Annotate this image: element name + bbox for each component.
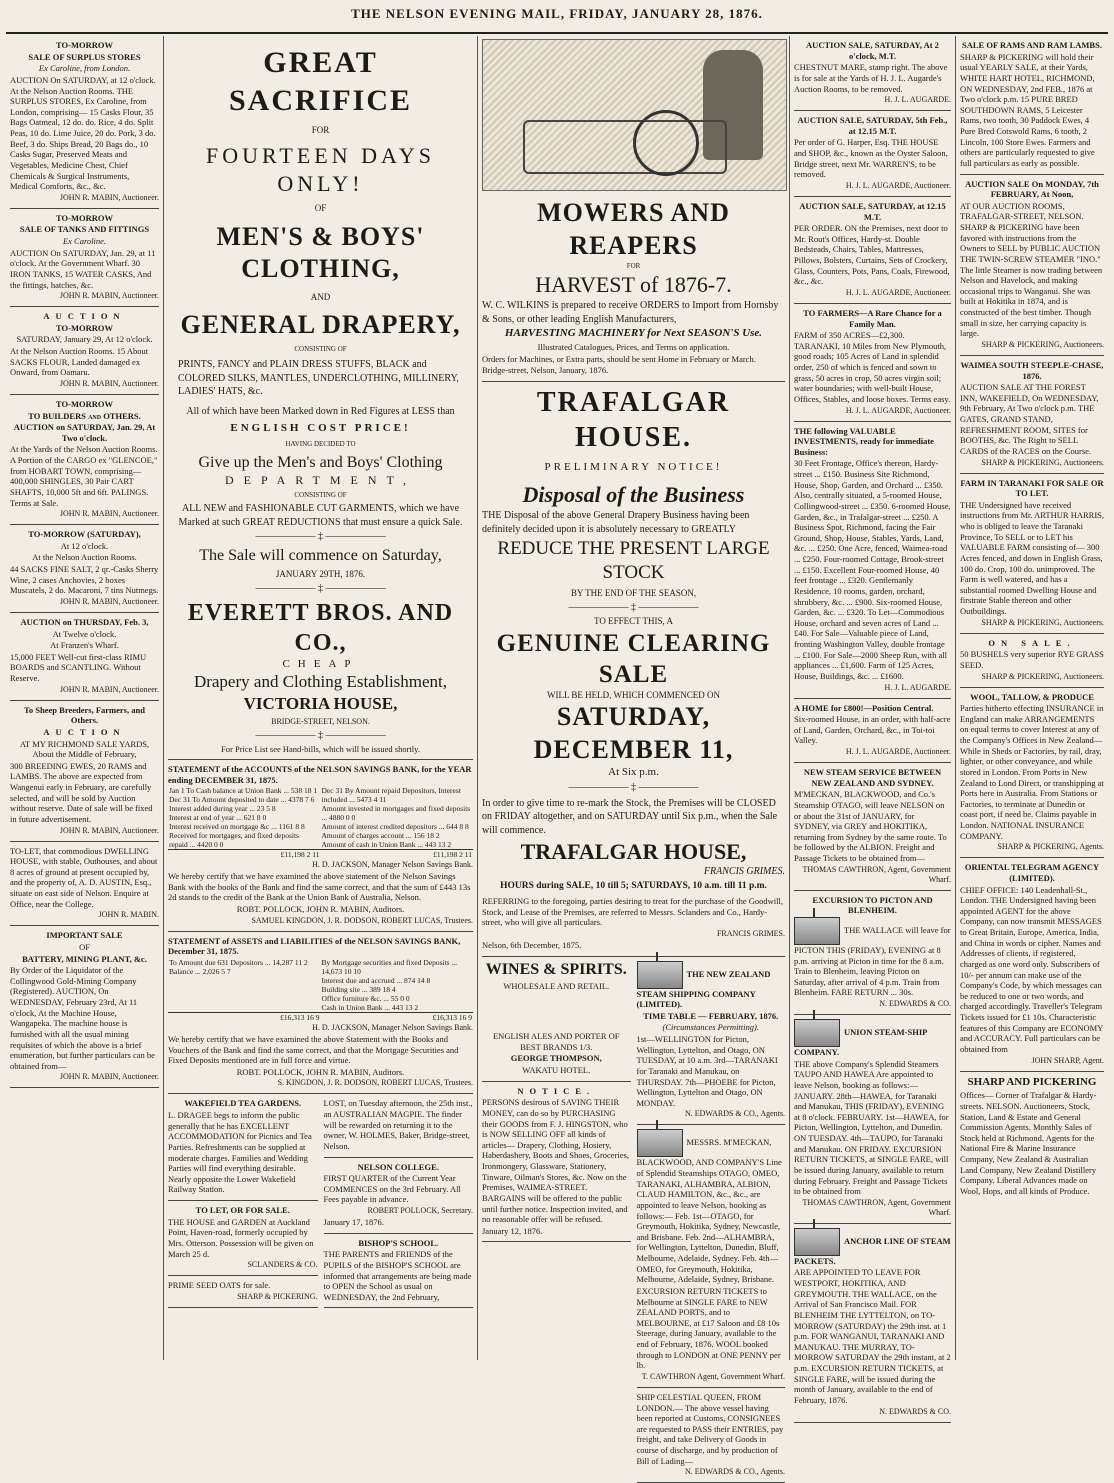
sale-hours: HOURS during SALE, 10 till 5; SATURDAYS, 10 a.m. till 11 p.m. bbox=[482, 881, 785, 893]
firm-establishment: Drapery and Clothing Establishment, bbox=[168, 671, 473, 692]
ad-signature: SCLANDERS & CO. bbox=[168, 1260, 318, 1270]
top-rule bbox=[6, 32, 1108, 34]
wines-title: WINES & SPIRITS. bbox=[482, 960, 631, 980]
column-3 bbox=[478, 36, 790, 1360]
ad-mining-plant bbox=[10, 926, 159, 1088]
sale-commence: The Sale will commence on Saturday, bbox=[168, 546, 473, 566]
ad-signature: T. CAWTHRON Agent, Government Wharf. bbox=[637, 1372, 786, 1382]
account-row: Balance ... 2,026 5 7 bbox=[169, 967, 320, 976]
ad-body: THE WALLACE will leave for PICTON THIS (FRIDAY), EVENING at 8 p.m. arriving at Picton in time for the 8 a.m. Train to Blenheim, leaving Picton on Saturday, after arrival of 4 p.m. Train from Blenheim. FARE RETURN ... 30s. bbox=[794, 925, 951, 998]
sale-fourteen-days: FOURTEEN DAYS ONLY! bbox=[168, 142, 473, 197]
address-line: Bridge-street, Nelson, January, 1876. bbox=[482, 365, 785, 376]
ad-excursion-picton bbox=[794, 891, 951, 1015]
sale-department: DEPARTMENT, bbox=[168, 473, 473, 488]
ad-body: CHIEF OFFICE: 140 Leadenhall-St., London. THE Undersigned having been appointed AGENT for the above Company, can now transmit MESSAGES to Great Britain, Europe, America, India, and China in words or cipher. Names and Addresses of clients, if registered, charged as one word only. Subscribers of 10/- per annum can make use of the Company's Code, by which messages can be reduced to one or two words, and charged accordingly. Traveller's Telegram Tickets issued for £1 10s. Characteristic features of this Company are ECONOMY and ACCURACY. Full particulars can be obtained from bbox=[960, 885, 1104, 1055]
sale-having: HAVING DECIDED TO bbox=[168, 440, 473, 449]
account-row: To Amount due 631 Depositors ... 14,287 11 2 bbox=[169, 958, 320, 967]
ad-signature: N. EDWARDS & CO. bbox=[794, 1407, 951, 1417]
ad-chestnut-mare bbox=[794, 36, 951, 111]
auditors: ROBT. POLLOCK, JOHN R. MABIN, Auditors. bbox=[168, 904, 473, 915]
ad-bishops-school bbox=[324, 1234, 474, 1309]
divider: —————— ‡ —————— bbox=[482, 602, 785, 615]
ad-body: THE Disposal of the above General Drapery Business having been definitely decided upon it is absolutely necessary to GREATLY bbox=[482, 509, 785, 536]
masthead-title: THE NELSON EVENING MAIL, FRIDAY, JANUARY 28, 1876. bbox=[351, 6, 763, 21]
ad-title: BISHOP'S SCHOOL. bbox=[324, 1238, 474, 1249]
ad-heading: IMPORTANT SALE bbox=[10, 930, 159, 941]
ad-signature: JOHN R. MABIN, Auctioneer. bbox=[10, 826, 159, 836]
ad-investments bbox=[794, 422, 951, 699]
ad-date: January 12, 1876. bbox=[482, 1226, 631, 1237]
ad-body: THE PARENTS and FRIENDS of the PUPILS of the BISHOP'S SCHOOL are informed that arrangements are being made to OPEN the School as usual on WEDNESDAY, the 2nd February, bbox=[324, 1249, 474, 1302]
sale-items: PRINTS, FANCY and PLAIN DRESS STUFFS, BLACK and COLORED SILKS, MANTLES, UNDERCLOTHING, MILLINERY, LADIES' HATS, &c. bbox=[168, 358, 473, 399]
ad-title: SALE OF SURPLUS STORES bbox=[10, 52, 159, 63]
ad-heading: TO-MORROW bbox=[10, 40, 159, 51]
ad-title: FARM IN TARANAKI FOR SALE OR TO LET. bbox=[960, 478, 1104, 499]
reaper-engraving bbox=[482, 39, 787, 191]
ad-title: THE NEW ZEALAND STEAM SHIPPING COMPANY (LIMITED). bbox=[637, 968, 771, 1009]
ad-title: NEW STEAM SERVICE BETWEEN NEW ZEALAND AND SYDNEY. bbox=[794, 767, 951, 788]
sale-date: JANUARY 29TH, 1876. bbox=[168, 569, 473, 580]
disposal-line: Disposal of the Business bbox=[482, 481, 785, 509]
ad-steam-service-sydney bbox=[794, 763, 951, 891]
ad-title: WOOL, TALLOW, & PRODUCE bbox=[960, 692, 1104, 703]
ad-body: 44 SACKS FINE SALT, 2 qr.-Casks Sherry Wine, 2 cases Anchovies, 2 boxes Muscatels, 2 do. Macaroni, 7 tins Nutmegs. bbox=[10, 564, 159, 596]
ad-wakefield-tea bbox=[168, 1094, 318, 1201]
ad-steamer-ino bbox=[960, 175, 1104, 356]
ad-body: TO-LET, that commodious DWELLING HOUSE, with stable, Outhouses, and about 8 acres of ground at present occupied by, and the property of, A. D. AUSTIN, Esq., situate on east side of Nelson. Enquire at Office, near the College. bbox=[10, 846, 159, 910]
sale-cost-price: ENGLISH COST PRICE! bbox=[168, 422, 473, 436]
ad-mmeckan-line bbox=[637, 1125, 786, 1388]
masthead bbox=[0, 6, 1114, 32]
steamship-icon bbox=[794, 1019, 840, 1047]
ad-signature: THOMAS CAWTHRON, Agent, Government Wharf. bbox=[794, 1198, 951, 1218]
ad-signature: JOHN R. MABIN. bbox=[10, 910, 159, 920]
ad-body: Per order of G. Harper, Esq. THE HOUSE and SHOP, &c., known as the Oyster Saloon, Bridge street, next Mr. WARREN'S, to be removed. bbox=[794, 137, 951, 180]
ad-body: FARM of 350 ACRES—£2,300. TARANAKI, 10 Miles from New Plymouth, good roads; 105 Acres of Land in splendid order, 250 of which is fenced and sown to grass, 50 acres in crop, 50 acres virgin soil; water boundaries; with well-built House, Offices, Stables, and loose boxes. Terms easy. bbox=[794, 330, 951, 404]
account-row: Interest received on mortgage &c ... 1161 8 8 bbox=[169, 822, 320, 831]
ad-body: PRIME SEED OATS for sale. bbox=[168, 1280, 318, 1291]
ad-signature: H. J. L. AUGARDE, Auctioneer. bbox=[794, 406, 951, 416]
account-row: Dec 31 To Amount deposited to date ... 4378 7 6 bbox=[169, 795, 320, 804]
sale-marked: All of which have been Marked down in Red Figures at LESS than bbox=[168, 405, 473, 419]
divider: —————— ‡ —————— bbox=[168, 583, 473, 596]
sale-consisting: CONSISTING OF bbox=[168, 345, 473, 354]
ad-signature: N. EDWARDS & CO., Agents. bbox=[637, 1109, 786, 1119]
ad-title: TO BUILDERS and OTHERS. bbox=[10, 411, 159, 422]
ad-body: 300 BREEDING EWES, 20 RAMS and LAMBS. The above are expected from Wangenui early in February, are carefully selected, and will be sold by Auction without reserve. Date of sale will be fixed in future advertisement. bbox=[10, 761, 159, 825]
manager: H. D. JACKSON, Manager Nelson Savings Bank. bbox=[168, 860, 473, 870]
firm-house: VICTORIA HOUSE, bbox=[168, 693, 473, 714]
total-dr: £11,198 2 11 bbox=[168, 850, 321, 860]
ad-signature: N. EDWARDS & CO., Agents. bbox=[637, 1467, 786, 1477]
ad-title: SHARP AND PICKERING bbox=[960, 1076, 1104, 1090]
account-row: Amount of charges account ... 156 18 2 bbox=[322, 831, 473, 840]
ad-body: AUCTION SALE AT THE FOREST INN, WAKEFIELD, On WEDNESDAY, 9th February, At Two o'clock p.m. THE GATES, GRAND STAND, REFRESHMENT ROOM, SITES for BOOTHS, &c. The Right to SELL CARDS of the RACES on the Course. bbox=[960, 382, 1104, 456]
ad-body: Six-roomed House, in an order, with half-acre of Land, Garden, Orchard, &c., in Toi-toi Valley. bbox=[794, 714, 951, 746]
effect-line: TO EFFECT THIS, A bbox=[482, 616, 785, 627]
column-5 bbox=[956, 36, 1108, 1360]
ad-title: OF bbox=[10, 942, 159, 953]
account-row: Interest added during year ... 23 5 8 bbox=[169, 804, 320, 813]
ad-wool-insurance bbox=[960, 688, 1104, 859]
ad-title: TO LET, OR FOR SALE. bbox=[168, 1205, 318, 1216]
ad-title: UNION STEAM-SHIP COMPANY. bbox=[794, 1027, 927, 1057]
auditors: ROBT. POLLOCK, JOHN R. MABIN, Auditors. bbox=[168, 1067, 473, 1078]
ad-title: AUCTION bbox=[10, 727, 159, 738]
column-1 bbox=[6, 36, 164, 1360]
ad-great-sacrifice bbox=[168, 36, 473, 760]
ad-flour bbox=[10, 307, 159, 395]
ad-signature: SHARP & PICKERING, Auctioneers. bbox=[960, 618, 1104, 628]
ad-subtitle: SATURDAY, January 29, At 12 o'clock. bbox=[10, 334, 159, 345]
machinery-line: HARVESTING MACHINERY for Next SEASON'S Use. bbox=[482, 327, 785, 341]
ad-signature: SHARP & PICKERING. bbox=[168, 1292, 318, 1302]
sale-general-drapery: GENERAL DRAPERY, bbox=[168, 309, 473, 342]
ad-body: AT OUR AUCTION ROOMS, TRAFALGAR-STREET, NELSON. SHARP & PICKERING have been favored with instructions from the Owners to SELL by PUBLIC AUCTION THE TWIN-SCREW STEAMER "INO." The little Steamer is now trading between Nelson and Havelock, and making occasional trips to Wanganui. She was built at Hokitika in 1874, and is constructed of the best timber. Though small in size, her carrying capacity is large. bbox=[960, 201, 1104, 339]
ad-title: SALE OF RAMS AND RAM LAMBS. bbox=[960, 40, 1104, 51]
ad-heading: AUCTION bbox=[10, 311, 159, 322]
account-row: Amount of interest credited depositors ... 644 8 8 bbox=[322, 822, 473, 831]
ad-body: 1st—WELLINGTON for Picton, Wellington, Lyttelton, and Otago, ON TUESDAY, at 10 a.m. 3rd—TARANAKI for Taranaki and Manukau, on THURSDAY. 7th—PHOEBE for Picton, Wellington, Lyttelton and Otago, ON MONDAY. bbox=[637, 1034, 786, 1108]
ad-subtitle: Ex Caroline, from London. bbox=[10, 63, 159, 74]
sale-of: OF bbox=[168, 203, 473, 214]
ad-signature: H. J. L. AUGARDE. bbox=[794, 683, 951, 693]
ad-rams-sale bbox=[960, 36, 1104, 175]
ad-heading: To Sheep Breeders, Farmers, and Others. bbox=[10, 705, 159, 726]
bottom-row bbox=[168, 1094, 473, 1308]
referral: REFERRING to the foregoing, parties desiring to treat for the purchase of the Goodwill, Stock, and Lease of the Premises, are referred to Messrs. Sclanders and Co., Hardy-street, who will give all particulars. bbox=[482, 896, 785, 928]
ad-heading: TO-MORROW (SATURDAY), bbox=[10, 529, 159, 540]
ad-heading: AUCTION on THURSDAY, Feb. 3, bbox=[10, 617, 159, 628]
sale-mens-boys: MEN'S & BOYS' CLOTHING, bbox=[168, 221, 473, 286]
ad-signature: THOMAS CAWTHRON, Agent, Government Wharf. bbox=[794, 865, 951, 885]
catalogue-line: Illustrated Catalogues, Prices, and Terms on application. bbox=[482, 342, 785, 353]
ad-body: THE above Company's Splendid Steamers TAUPO AND HAWEA Are appointed to leave Nelson, booking as follows:— JANUARY. 28th—HAWEA, for Taranaki and Manukau, THIS (FRIDAY), EVENING at 8 o'clock. FEBRUARY. 1st—HAWEA, for Picton, Wellington, Lyttelton, and Dunedin. ON TUESDAY. 4th—TAUPO, for Taranaki and Manukau. ON FRIDAY. EXCURSION RETURN TICKETS, at SINGLE FARE, will be issued during January, available to return during February. Freight and Passage Tickets to be obtained from bbox=[794, 1059, 951, 1197]
ad-title: EXCURSION TO PICTON AND BLENHEIM. bbox=[794, 895, 951, 916]
total-cr: £16,313 16 9 bbox=[321, 1012, 474, 1022]
col3-bottom-right bbox=[637, 957, 786, 1483]
ad-sharp-pickering bbox=[960, 1072, 1104, 1202]
ad-celestial-queen bbox=[637, 1388, 786, 1483]
ad-signature: SHARP & PICKERING, Auctioneers. bbox=[960, 340, 1104, 350]
ad-body: 15,000 FEET Well-cut first-class RIMU BOARDS and SCANTLING. Without Reserve. bbox=[10, 652, 159, 684]
will-be-held: WILL BE HELD, WHICH COMMENCED ON bbox=[482, 690, 785, 701]
ad-title: ON SALE. bbox=[960, 638, 1104, 649]
ad-body: SHIP CELESTIAL QUEEN, FROM LONDON.— The above vessel having been reported at Customs, CONSIGNEES are requested to PASS their ENTRIES, pay freight, and take Delivery of Goods in course of discharge, and by production of Bill of Lading— bbox=[637, 1392, 786, 1466]
mowers-title: MOWERS AND REAPERS bbox=[482, 197, 785, 262]
ad-signature: H. J. L. AUGARDE, Auctioneer. bbox=[794, 747, 951, 757]
ad-heading: TO-MORROW bbox=[10, 399, 159, 410]
ad-surplus-stores bbox=[10, 36, 159, 209]
ad-title: AUCTION SALE, SATURDAY, at 12.15 M.T. bbox=[794, 201, 951, 222]
ad-subtitle: BATTERY, MINING PLANT, &c. bbox=[10, 954, 159, 965]
ad-title: A HOME for £800!—Position Central. bbox=[794, 703, 951, 714]
account-row: Received for mortgages, and fixed deposits repaid ... 4420 0 0 bbox=[169, 831, 320, 849]
ad-title: SALE OF TANKS AND FITTINGS bbox=[10, 224, 159, 235]
ad-title: TO-MORROW bbox=[10, 323, 159, 334]
column-2 bbox=[164, 36, 478, 1360]
account-row: By Mortgage securities and fixed Deposits ... 14,673 10 10 bbox=[322, 958, 473, 976]
ad-farm-taranaki-let bbox=[960, 474, 1104, 634]
account-row: Amount of cash in Union Bank ... 443 13 2 bbox=[322, 840, 473, 849]
ad-builders bbox=[10, 395, 159, 525]
ad-body: THE Undersigned have received instructions from Mr. ARTHUR HARRIS, who is obliged to leave the Taranaki Province, To SELL or to LET his VALUABLE FARM consisting of— 300 Acres fenced, and down in English Grass, 100 do. Crop, 100 do. unimproved. The Farm is well watered, and has a substantial roomed Dwelling House and firstrate Stable thereon and other Outbuildings. bbox=[960, 500, 1104, 617]
price-list: For Price List see Hand-bills, which will be issued shortly. bbox=[168, 744, 473, 755]
ad-body: M'MECKAN, BLACKWOOD, and Co.'s Steamship OTAGO, will leave NELSON on or about the 31st of JANUARY, for SYDNEY, via GREY and HOKITIKA, returning from Sydney by the same route. To be followed by the ALBION. Freight and Passage Tickets to be obtained from— bbox=[794, 789, 951, 863]
ad-title: AUCTION SALE, SATURDAY, 5th Feb., at 12.15 M.T. bbox=[794, 115, 951, 136]
ad-trafalgar-house bbox=[482, 382, 785, 957]
ad-body: L. DRAGEE begs to inform the public generally that he has EXCELLENT ACCOMMODATION for Picnics and Tea Parties. Refreshments can be supplied at moderate charges. Families and Wedding Parties will find everything desirable. Nearly opposite the Lower Wakefield Railway Station. bbox=[168, 1110, 318, 1195]
ad-anchor-line bbox=[794, 1224, 951, 1423]
account-row: Dec 31 By Amount repaid Depositors, Interest included ... 5473 4 11 bbox=[322, 786, 473, 804]
ad-title: AUCTION SALE, SATURDAY, At 2 o'clock, M.T. bbox=[794, 40, 951, 61]
certification: We hereby certify that we have examined the above Statement with the Books and Vouchers of the Bank and find the same correct, and that the Mortgage Securities and Fixed Deposits mentioned are in full force and virtue. bbox=[168, 1034, 473, 1066]
ad-body: MESSRS. M'MECKAN, BLACKWOOD, AND COMPANY'S Line of Splendid Steamships OTAGO, OMEO, TARANAKI, ALHAMBRA, ALBION, CLAUD HAMILTON, &c., &c., are appointed to leave Nelson, booking as follows:— Feb. 1st—OTAGO, for Greymouth, Hokitika, Sydney, Newcastle, and Brisbane. Feb. 2nd—ALHAMBRA, for Wellington, Lyttelton, Dunedin, Bluff, Melbourne, Adelaide, Sydney. Feb. 4th—OMEO, for Greymouth, Hokitika, Melbourne, Adelaide, Sydney, Brisbane. bbox=[637, 1137, 782, 1284]
ad-signature: H. J. L. AUGARDE, Auctioneer. bbox=[794, 181, 951, 191]
ad-excursion: EXCURSION RETURN TICKETS to Melbourne at SINGLE FARE to NEW ZEALAND PORTS, and to MELBOURNE, at £17 Saloon and £8 10s Steerage, during January, available to the end of February, 1876. WOOL booked through to LONDON at ONE PENNY per lb. bbox=[637, 1286, 786, 1371]
ad-signature: H. J. L. AUGARDE, Auctioneer. bbox=[794, 288, 951, 298]
sale-day: SATURDAY, DECEMBER 11, bbox=[482, 701, 785, 766]
ad-title: At 12 o'clock. bbox=[10, 541, 159, 552]
bottom-right bbox=[324, 1094, 474, 1308]
ad-savings-assets bbox=[168, 932, 473, 1095]
ad-tanks-fittings bbox=[10, 209, 159, 307]
orders-line: Orders for Machines, or Extra parts, should be sent Home in February or March. bbox=[482, 354, 785, 365]
clearing-sale: GENUINE CLEARING SALE bbox=[482, 628, 785, 691]
trafalgar-house-2: TRAFALGAR HOUSE, bbox=[482, 838, 785, 866]
account-row: Amount invested in mortgages and fixed deposits ... 4880 0 0 bbox=[322, 804, 473, 822]
ad-note: (Circumstances Permitting). bbox=[637, 1022, 786, 1033]
sale-consisting-2: CONSISTING OF bbox=[168, 491, 473, 500]
ad-seed-oats bbox=[168, 1276, 318, 1308]
ad-body: Parties hitherto effecting INSURANCE in England can make ARRANGEMENTS on equal terms to cover Interest at any of the Company's Offices in New Zealand— While in Sheds or Factories, by rail, dray, lighter, or other conveyance, and while stored in London. From Ports in New Zealand to Lond Direct, or transhipping at Ports here in Australia. From Stations or Factories, to terminate at Dunedin or coast port, if need be. Claims payable in London. NATIONAL INSURANCE COMPANY. bbox=[960, 703, 1104, 841]
ad-mowers-reapers bbox=[482, 36, 785, 382]
ad-body: Offices— Corner of Trafalgar & Hardy-streets. NELSON. Auctioneers, Stock, Station, Land & Estate and General Commission Agents. Monthly Sales of Stock held at Richmond. Agents for the National Fire & Marine Insurance Company, New Zealand & Australian Land Company, New Zealand Distillery Company. Liberal Advances made on Wool, Hops, and all kinds of Produce. bbox=[960, 1090, 1104, 1196]
closing-notice: In order to give time to re-mark the Stock, the Premises will be CLOSED on FRIDAY altogether, and on SATURDAY until Six p.m., when the Sale will commence. bbox=[482, 797, 785, 838]
ad-title: AUCTION SALE On MONDAY, 7th FEBRUARY, At Noon, bbox=[960, 179, 1104, 200]
sale-and: AND bbox=[168, 292, 473, 303]
ad-body: At the Yards of the Nelson Auction Rooms. A Portion of the CARGO ex "GLENCOE," from HOBART TOWN, comprising— 400,000 SHINGLES, 30 Pair CART SHAFTS, 10,000 5ft and 6ft. PALINGS. Terms at Sale. bbox=[10, 444, 159, 508]
ad-body: W. C. WILKINS is prepared to receive ORDERS to Import from Hornsby & Sons, or other leading English Manufacturers, bbox=[482, 299, 785, 326]
ad-steeplechase bbox=[960, 356, 1104, 474]
reduce-stock: REDUCE THE PRESENT LARGE STOCK bbox=[482, 537, 785, 585]
ad-nz-shipping bbox=[637, 957, 786, 1126]
steamship-icon bbox=[794, 1228, 840, 1256]
firm-cheap: CHEAP bbox=[168, 658, 473, 672]
account-row: Building site ... 389 18 4 bbox=[322, 985, 473, 994]
divider: —————— ‡ —————— bbox=[168, 730, 473, 743]
mowers-for: FOR bbox=[482, 262, 785, 271]
ad-farm-taranaki bbox=[794, 304, 951, 422]
ad-signature: ROBERT POLLOCK, Secretary. bbox=[324, 1206, 474, 1216]
ad-body: At the Nelson Auction Rooms. 15 About SACKS FLOUR, Landed damaged ex Onward, from Oamaru. bbox=[10, 346, 159, 378]
ad-signature: N. EDWARDS & CO. bbox=[794, 999, 951, 1009]
ad-breeding-ewes bbox=[10, 701, 159, 842]
account-row: Jan 1 To Cash balance at Union Bank ... 538 18 1 bbox=[169, 786, 320, 795]
ad-title: THE following VALUABLE INVESTMENTS, ready for immediate Business: bbox=[794, 426, 951, 458]
mowers-harvest: HARVEST of 1876-7. bbox=[482, 271, 785, 299]
ad-signature: SHARP & PICKERING, Auctioneers. bbox=[960, 672, 1104, 682]
ad-body: By Order of the Liquidator of the Collingwood Gold-Mining Company (Registered). AUCTION, On WEDNESDAY, February 23rd, At 11 o'clock, At the Machine House, Wangapeka. The machine house is furnished with all the usual mining requisites of which the above is a brief enumeration, but further particulars can be obtained from— bbox=[10, 965, 159, 1071]
wines-sub: WHOLESALE AND RETAIL. bbox=[482, 981, 631, 992]
ad-body: FIRST QUARTER of the Current Year COMMENCES on the 3rd February. All Fees payable in advance. bbox=[324, 1173, 474, 1205]
account-row: Interest due and accrued ... 874 14 8 bbox=[322, 976, 473, 985]
ales-line: ENGLISH ALES AND PORTER OF BEST BRANDS 1/3. bbox=[482, 1031, 631, 1052]
ad-body: PERSONS desirous of SAVING THEIR MONEY, can do so by PURCHASING their GOODS from F. J. HINGSTON, who is NOW SELLING OFF all kinds of articles— Drapery, Clothing, Hosiery, Haberdashery, Boots and Shoes, Groceries, Ironmongery, Glassware, Stationery, Tinware, Oilman's Stores, &c. Now on the Premises, WAIMEA-STREET. BARGAINS will be offered to the public until further notice. Inspection invited, and no reasonable offer will be refused. bbox=[482, 1097, 631, 1225]
proprietor: FRANCIS GRIMES. bbox=[482, 866, 785, 879]
total-cr: £11,198 2 11 bbox=[321, 850, 474, 860]
end-of-season: BY THE END OF THE SEASON, bbox=[482, 588, 785, 599]
ad-oriental-telegram bbox=[960, 858, 1104, 1071]
firm-name: EVERETT BROS. AND CO., bbox=[168, 598, 473, 658]
ad-signature: JOHN R. MABIN, Auctioneer. bbox=[10, 291, 159, 301]
ad-title: ORIENTAL TELEGRAM AGENCY (LIMITED). bbox=[960, 862, 1104, 883]
certification: We hereby certify that we have examined the above statement of the Nelson Savings Bank with the books of the Bank and find the same correct, and that the sum of £443 13s 2d stands to the credit of the Bank at the Union Bank of Australia, Nelson. bbox=[168, 871, 473, 903]
ad-union-steamship bbox=[794, 1015, 951, 1224]
ad-to-let-sale bbox=[168, 1201, 318, 1276]
account-row: Interest at end of year ... 621 8 0 bbox=[169, 813, 320, 822]
ad-body: THE HOUSE and GARDEN at Auckland Point, Haven-road, formerly occupied by Mrs. Otterson. Possession will be given on March 25 d. bbox=[168, 1217, 318, 1260]
wheel-figure bbox=[633, 110, 699, 176]
assets-table bbox=[168, 958, 473, 1022]
ad-body: CHESTNUT MARE, stamp right. The above is for sale at the Yards of H. J. L. Augarde's Auction Rooms, to be removed. bbox=[794, 62, 951, 94]
sale-time: At Six p.m. bbox=[482, 766, 785, 780]
ad-body: SHARP & PICKERING will hold their usual YEARLY SALE, at their Yards, WHITE HART HOTEL, RICHMOND, ON WEDNESDAY, 2nd FEB., 1876 at Two o'clock p.m. 15 PURE BRED SOUTHDOWN RAMS, 5 Leicester Rams, two tooth, 30 Paddock Ewes, 4 Pure Bred Cotswold Rams, 6 tooth, 2 Lincoln, 100 Store Ewes. Farmers and others are particularly requested to give full particulars as early as possible. bbox=[960, 52, 1104, 169]
trustees: SAMUEL KINGDON, J. R. DODSON, ROBERT LUCAS, Trustees. bbox=[168, 916, 473, 926]
ad-signature: JOHN R. MABIN, Auctioneer. bbox=[10, 379, 159, 389]
preliminary-notice: PRELIMINARY NOTICE! bbox=[482, 461, 785, 475]
ad-body: AUCTION On SATURDAY, at 12 o'clock. At the Nelson Auction Rooms. THE SURPLUS STORES, Ex Caroline, from London, comprising— 15 Casks Flour, 35 Bags Oatmeal, 12 do. do. Rice, 4 do. Split Peas, 10 do. Lime Juice, 20 do. Pork, 3 do. Beef, 3 do. Ships Bread, 20 Bags do., 10 Casks Sugar, Preserved Meats and Vegetables, Medicine Chest, Chief Chemicals & Surgical Instruments, Medical Comforts, &c., &c. bbox=[10, 75, 159, 192]
ad-body: AUCTION On SATURDAY, Jan. 29, at 11 o'clock. At the Government Wharf. 30 IRON TANKS, 15 WATER CASKS, And the fittings, hatches, &c. bbox=[10, 248, 159, 291]
ad-subtitle: TIME TABLE — FEBRUARY, 1876. bbox=[637, 1011, 786, 1022]
ad-body: LOST, on Tuesday afternoon, the 25th inst., an AUSTRALIAN MAGPIE. The finder will be rewarded on returning it to the owner, W. HOLMES, Baker, Bridge-street, Nelson. bbox=[324, 1098, 474, 1151]
ad-signature: JOHN R. MABIN, Auctioneer. bbox=[10, 1072, 159, 1082]
ad-date: Nelson, 6th December, 1875. bbox=[482, 940, 785, 951]
sale-headline: GREAT SACRIFICE bbox=[168, 44, 473, 119]
ad-signature: SHARP & PICKERING, Agents. bbox=[960, 842, 1104, 852]
ad-subtitle: AT MY RICHMOND SALE YARDS, About the Middle of February, bbox=[10, 739, 159, 760]
ad-salt bbox=[10, 525, 159, 613]
ad-date: January 17, 1876. bbox=[324, 1217, 474, 1228]
ad-body: PER ORDER. ON the Premises, next door to Mr. Rout's Offices, Hardy-st. Double Bedsteads, Chairs, Tables, Mattresses, Pillows, Bolsters, Curtains, Sets of Crockery, Glass, Counters, Pots, Pans, Coals, Firewood, &c., &c. bbox=[794, 223, 951, 287]
divider: —————— ‡ —————— bbox=[168, 531, 473, 544]
ad-body: 50 BUSHELS very superior RYE GRASS SEED. bbox=[960, 649, 1104, 670]
ad-title: At Twelve o'clock. bbox=[10, 629, 159, 640]
sale-for: FOR bbox=[168, 125, 473, 136]
col3-bottom-left bbox=[482, 957, 631, 1483]
sale-give-up: Give up the Men's and Boys' Clothing bbox=[168, 453, 473, 473]
proprietor-name: GEORGE THOMPSON, bbox=[482, 1053, 631, 1064]
total-dr: £16,313 16 9 bbox=[168, 1012, 321, 1022]
ad-signature: JOHN R. MABIN, Auctioneer. bbox=[10, 193, 159, 203]
ad-notice-hingston bbox=[482, 1082, 631, 1243]
sale-new-garments: ALL NEW and FASHIONABLE CUT GARMENTS, which we have Marked at such GREAT REDUCTIONS that must ensure a quick Sale. bbox=[168, 502, 473, 529]
manager: H. D. JACKSON, Manager Nelson Savings Bank. bbox=[168, 1023, 473, 1033]
ad-signature: JOHN R. MABIN, Auctioneer. bbox=[10, 685, 159, 695]
ad-signature: FRANCIS GRIMES. bbox=[482, 929, 785, 939]
ad-title: WAKEFIELD TEA GARDENS. bbox=[168, 1098, 318, 1109]
ad-body: ARE APPOINTED TO LEAVE FOR WESTPORT, HOKITIKA, AND GREYMOUTH. THE WALLACE, on the Arrival of San Francisco Mail. FOR BLENHEIM THE LYTTELTON, on TO-MORROW (SATURDAY) the 29th inst. at 1 p.m. FOR WANGANUI, TARANAKI AND MANUKAU. THE MURRAY, TO-MORROW SATURDAY the 29th instant, at 2 p.m. EXCURSION RETURN TICKETS, at SINGLE FARE, will be issued during the month of January, available to the end of February, 1876. bbox=[794, 1267, 951, 1405]
ad-subtitle: Ex Caroline. bbox=[10, 236, 159, 247]
ad-oyster-saloon bbox=[794, 111, 951, 197]
ad-signature: JOHN SHARP, Agent. bbox=[960, 1056, 1104, 1066]
account-row: Cash in Union Bank ... 443 13 2 bbox=[322, 1003, 473, 1012]
col3-bottom bbox=[482, 957, 785, 1483]
steamship-icon bbox=[637, 1129, 683, 1157]
ad-signature: JOHN R. MABIN, Auctioneer. bbox=[10, 597, 159, 607]
hotel-name: WAKATU HOTEL. bbox=[482, 1065, 631, 1076]
ad-lost-magpie bbox=[324, 1094, 474, 1157]
steamship-icon bbox=[637, 961, 683, 989]
trafalgar-title: TRAFALGAR HOUSE. bbox=[482, 385, 785, 455]
ad-rye-grass bbox=[960, 634, 1104, 688]
ad-signature: H. J. L. AUGARDE. bbox=[794, 95, 951, 105]
ad-subtitle: AUCTION on SATURDAY, Jan. 29, At Two o'clock. bbox=[10, 422, 159, 443]
ad-furniture-sale bbox=[794, 197, 951, 304]
ad-savings-accounts bbox=[168, 760, 473, 932]
ad-title: ANCHOR LINE OF STEAM PACKETS. bbox=[794, 1236, 951, 1266]
ad-signature: SHARP & PICKERING, Auctioneers. bbox=[960, 458, 1104, 468]
bottom-left bbox=[168, 1094, 318, 1308]
ad-home-800 bbox=[794, 699, 951, 764]
ad-to-let-house bbox=[10, 842, 159, 927]
ad-title: NOTICE. bbox=[482, 1086, 631, 1097]
firm-street: BRIDGE-STREET, NELSON. bbox=[168, 717, 473, 727]
ad-heading: TO-MORROW bbox=[10, 213, 159, 224]
ad-wines-spirits bbox=[482, 957, 631, 1082]
ad-title: WAIMEA SOUTH STEEPLE-CHASE, 1876. bbox=[960, 360, 1104, 381]
ad-rimu-boards bbox=[10, 613, 159, 701]
ad-body: 30 Feet Frontage, Office's thereon, Hardy-street ... £150. Business Site Richmond, House, Shop, Garden, and Orchard ... £350. Also, centrally situated, a 5-roomed House, Collingwood-street ... £350. 6-roomed House, Garden, &c., in Trafalgar-street ... £250. A Business Spot, Richmond, facing the Fair Ground, Shop, House, Stables, Yards, Land, &c. ... £250. One Acre, fenced, Waimea-road ... £250. Four-roomed Cottage, Brook-street ... £150. Excellent Four-roomed House, 40 feet frontage ... £320. Gentlemanly Residence, 10 rooms, garden, orchard, shrubbery, &c. ... £900. Six-roomed House, Garden, &c. ... £320. To Let—Commodious House, orchard and seven acres of Land ... £40. For Sale—Valuable piece of Land, fronting Washington Valley, double frontage ... £100. For Sale—2000 Sheep Run, with all appliances ... £1,600. Farm of 125 Acres, House, Buildings, &c. ... £1600. bbox=[794, 458, 951, 681]
steamship-icon bbox=[794, 917, 840, 945]
account-row: Office furniture &c. ... 55 0 0 bbox=[322, 994, 473, 1003]
divider: —————— ‡ —————— bbox=[482, 782, 785, 795]
ad-title: TO FARMERS—A Rare Chance for a Family Man. bbox=[794, 308, 951, 329]
ad-subtitle: At Franzen's Wharf. bbox=[10, 640, 159, 651]
ad-nelson-college bbox=[324, 1158, 474, 1234]
ad-signature: JOHN R. MABIN, Auctioneer. bbox=[10, 509, 159, 519]
ad-subtitle: At the Nelson Auction Rooms. bbox=[10, 552, 159, 563]
accounts-table bbox=[168, 786, 473, 859]
trustees: S. KINGDON, J. R. DODSON, ROBERT LUCAS, Trustees. bbox=[168, 1078, 473, 1088]
ad-title: NELSON COLLEGE. bbox=[324, 1162, 474, 1173]
column-4 bbox=[790, 36, 956, 1360]
statement-title: STATEMENT of the ACCOUNTS of the NELSON SAVINGS BANK, for the YEAR ending DECEMBER 31, 1875. bbox=[168, 764, 473, 785]
statement-title: STATEMENT of ASSETS and LIABILITIES of the NELSON SAVINGS BANK, December 31, 1875. bbox=[168, 936, 473, 957]
